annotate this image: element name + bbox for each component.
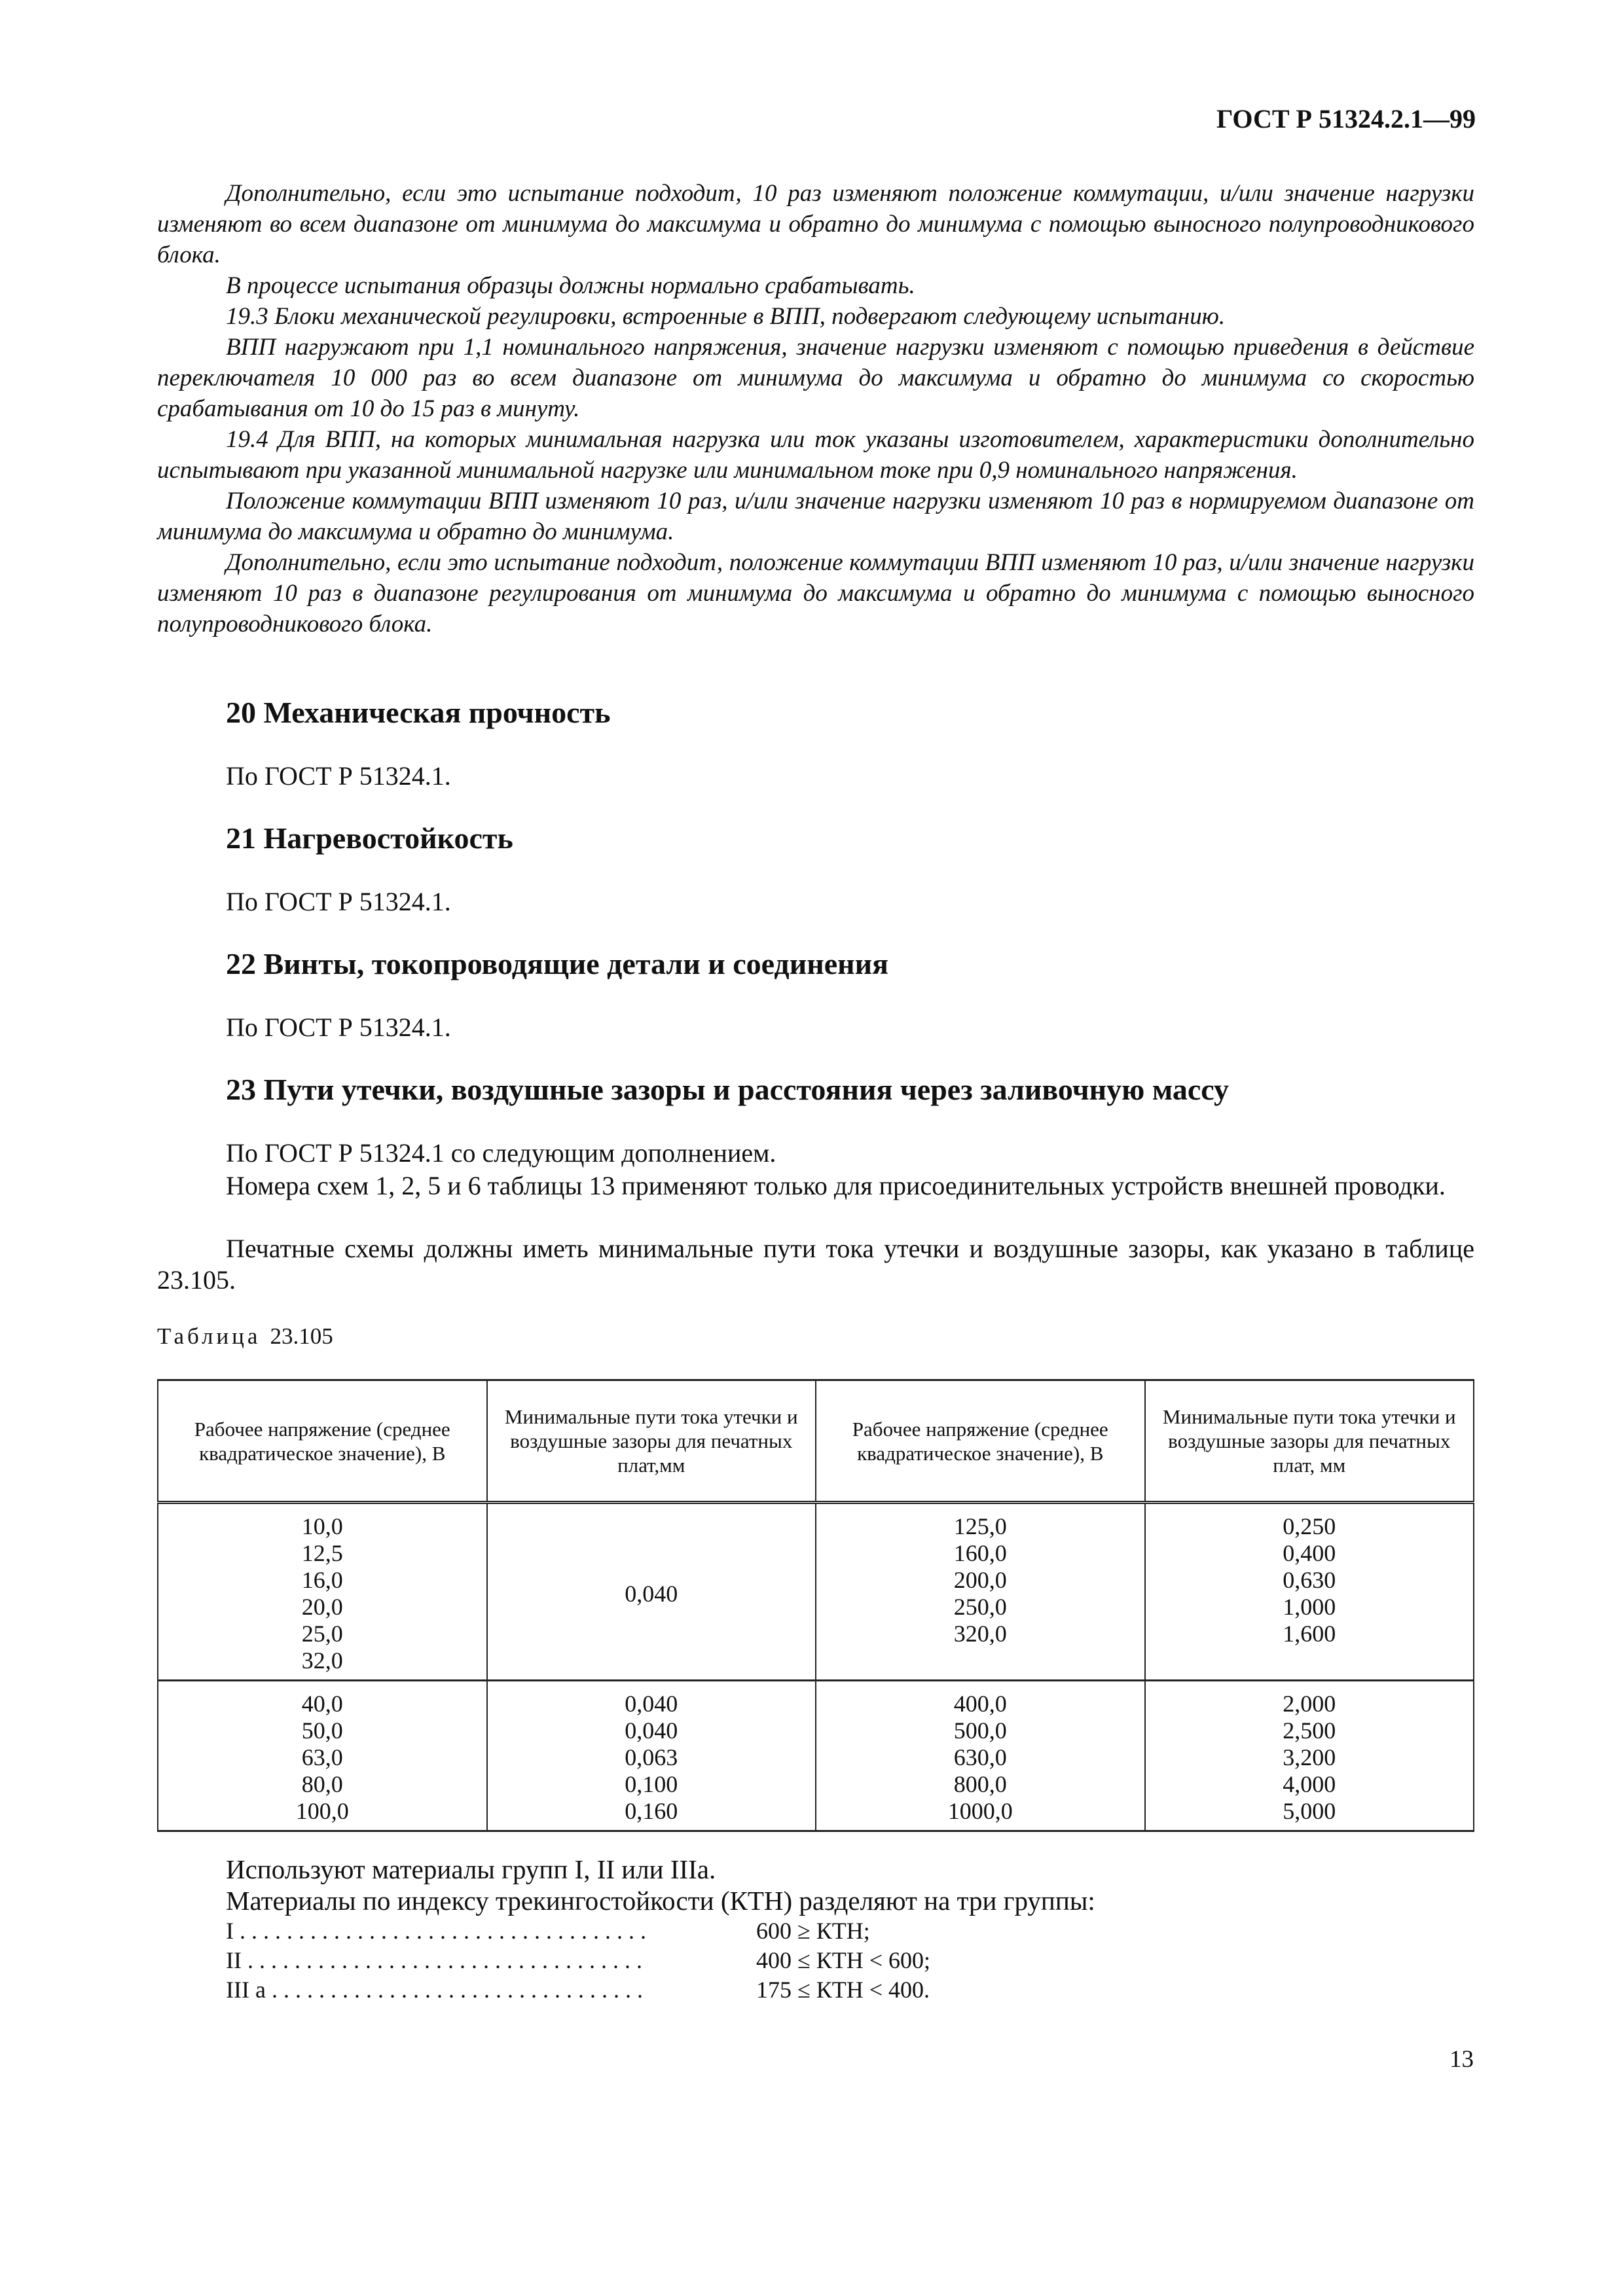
list-item: [226, 1975, 930, 2005]
table-header-cell: Рабочее напряжение (среднее квадратическое значение), В: [816, 1380, 1145, 1503]
table-cell: [1145, 1681, 1474, 1831]
list-item: [226, 1946, 930, 1975]
paragraph: 19.4 Для ВПП, на которых минимальная нагрузка или ток указаны изготовителем, характеристики дополнительно испытывают при указанной минимальной нагрузке или минимальном токе при 0,9 номинального напряжения.: [157, 426, 1474, 484]
cell-value: 16,0: [301, 1567, 343, 1593]
cell-value: 0,100: [625, 1771, 678, 1797]
paragraph: Дополнительно, если это испытание подходит, 10 раз изменяют положение коммутации, и/или значение нагрузки изменяют во всем диапазоне от минимума до максимума и обратно до минимума с помощью выносного полупроводникового блока.: [157, 180, 1474, 268]
table-cell: [158, 1681, 487, 1831]
group-label: II . . . . . . . . . . . . . . . . . . . . . . . . . . . . . . . . . .: [226, 1947, 642, 1973]
cell-value: 800,0: [953, 1771, 1007, 1797]
cell-value: 5,000: [1283, 1798, 1336, 1824]
list-item: [226, 1916, 930, 1946]
table-cell: [816, 1681, 1145, 1831]
cell-value: 2,000: [1283, 1691, 1336, 1717]
group-label: III а . . . . . . . . . . . . . . . . . . . . . . . . . . . . . . . .: [226, 1977, 643, 2003]
table-caption-word: Таблица: [157, 1323, 261, 1349]
cell-value: 500,0: [953, 1717, 1007, 1744]
standard-id-header: ГОСТ Р 51324.2.1—99: [1216, 104, 1476, 134]
cell-value: 1000,0: [947, 1798, 1013, 1824]
voltage-clearance-table: [157, 1379, 1474, 1832]
page-number: 13: [1450, 2046, 1474, 2073]
table-header-cell: Рабочее напряжение (среднее квадратическое значение), В: [158, 1380, 487, 1503]
section-20-body: По ГОСТ Р 51324.1.: [226, 761, 451, 791]
paragraph: Дополнительно, если это испытание подходит, положение коммутации ВПП изменяют 10 раз, и/или значение нагрузки изменяют 10 раз в диапазоне регулирования от минимума до максимума и обратно до минимума с помощью выносного полупроводникового блока.: [157, 549, 1474, 637]
group-label: I . . . . . . . . . . . . . . . . . . . . . . . . . . . . . . . . . . .: [226, 1918, 646, 1944]
paragraph: В процессе испытания образцы должны нормально срабатывать.: [226, 272, 915, 299]
section-23-body: По ГОСТ Р 51324.1 со следующим дополнением.: [226, 1138, 776, 1168]
cell-value: 20,0: [301, 1594, 343, 1620]
table-cell: [487, 1503, 816, 1681]
table-cell: [816, 1503, 1145, 1681]
section-22-title: 22 Винты, токопроводящие детали и соединения: [226, 947, 889, 980]
paragraph: ВПП нагружают при 1,1 номинального напряжения, значение нагрузки изменяют с помощью приведения в действие переключателя 10 000 раз во всем диапазоне от минимума до максимума и обратно до минимума со скоростью срабатывания от 10 до 15 раз в минуту.: [157, 334, 1474, 422]
after-table-text: [226, 1854, 1095, 1916]
cell-value: 200,0: [953, 1567, 1007, 1593]
cell-value: 10,0: [301, 1513, 343, 1539]
section-22-body: По ГОСТ Р 51324.1.: [226, 1013, 451, 1042]
italic-text-block: [157, 178, 1474, 639]
table-row: [158, 1681, 1474, 1831]
cell-value: 63,0: [301, 1744, 343, 1770]
paragraph: Используют материалы групп I, II или IIIa.: [226, 1854, 716, 1884]
table-cell: [158, 1503, 487, 1681]
cell-value: 40,0: [301, 1691, 343, 1717]
section-20-title: 20 Механическая прочность: [226, 696, 611, 729]
table-row: [158, 1503, 1474, 1681]
cell-value: 0,040: [625, 1580, 678, 1607]
cell-value: 4,000: [1283, 1771, 1336, 1797]
cell-value: 1,600: [1283, 1621, 1336, 1647]
cell-value: 0,040: [625, 1691, 678, 1717]
cell-value: 3,200: [1283, 1744, 1336, 1770]
cell-value: 0,400: [1283, 1540, 1336, 1566]
cell-value: 2,500: [1283, 1717, 1336, 1744]
cell-value: 1,000: [1283, 1594, 1336, 1620]
cell-value: 80,0: [301, 1771, 343, 1797]
cell-value: 160,0: [953, 1540, 1007, 1566]
paragraph: Материалы по индексу трекингостойкости (КТН) разделяют на три группы:: [226, 1886, 1095, 1916]
cell-value: 0,160: [625, 1798, 678, 1824]
section-23-title: 23 Пути утечки, воздушные зазоры и расстояния через заливочную массу: [226, 1073, 1230, 1106]
table-header-cell: Минимальные пути тока утечки и воздушные зазоры для печатных плат, мм: [1145, 1380, 1474, 1503]
section-21-title: 21 Нагревостойкость: [226, 821, 513, 855]
cell-value: 125,0: [953, 1513, 1007, 1539]
cell-value: 0,250: [1283, 1513, 1336, 1539]
section-21-body: По ГОСТ Р 51324.1.: [226, 887, 451, 916]
paragraph: Печатные схемы должны иметь минимальные пути тока утечки и воздушные зазоры, как указано в таблице 23.105.: [157, 1234, 1474, 1295]
table-caption-number: 23.105: [270, 1323, 333, 1349]
cell-value: 0,630: [1283, 1567, 1336, 1593]
table-cell: [487, 1681, 816, 1831]
cell-value: 100,0: [295, 1798, 349, 1824]
cell-value: 25,0: [301, 1621, 343, 1647]
cell-value: 400,0: [953, 1691, 1007, 1717]
table-cell: [1145, 1503, 1474, 1681]
table-caption: [157, 1323, 333, 1350]
table-header-cell: Минимальные пути тока утечки и воздушные зазоры для печатных плат,мм: [487, 1380, 816, 1503]
group-value: 600 ≥ КТН;: [756, 1918, 870, 1944]
cell-value: 0,040: [625, 1717, 678, 1744]
material-groups-list: [226, 1916, 930, 2005]
paragraph: Номера схем 1, 2, 5 и 6 таблицы 13 применяют только для присоединительных устройств внешней проводки.: [226, 1171, 1446, 1200]
cell-value: 32,0: [301, 1647, 343, 1674]
cell-value: 630,0: [953, 1744, 1007, 1770]
cell-value: 50,0: [301, 1717, 343, 1744]
cell-value: 250,0: [953, 1594, 1007, 1620]
cell-value: 320,0: [953, 1621, 1007, 1647]
group-value: 400 ≤ КТН < 600;: [756, 1947, 931, 1973]
cell-value: 0,063: [625, 1744, 678, 1770]
paragraph: Положение коммутации ВПП изменяют 10 раз, и/или значение нагрузки изменяют 10 раз в нормируемом диапазоне от минимума до максимума и обратно до минимума.: [157, 488, 1474, 545]
group-value: 175 ≤ КТН < 400.: [756, 1977, 930, 2003]
paragraph: 19.3 Блоки механической регулировки, встроенные в ВПП, подвергают следующему испытанию.: [226, 303, 1226, 330]
cell-value: 12,5: [301, 1540, 343, 1566]
